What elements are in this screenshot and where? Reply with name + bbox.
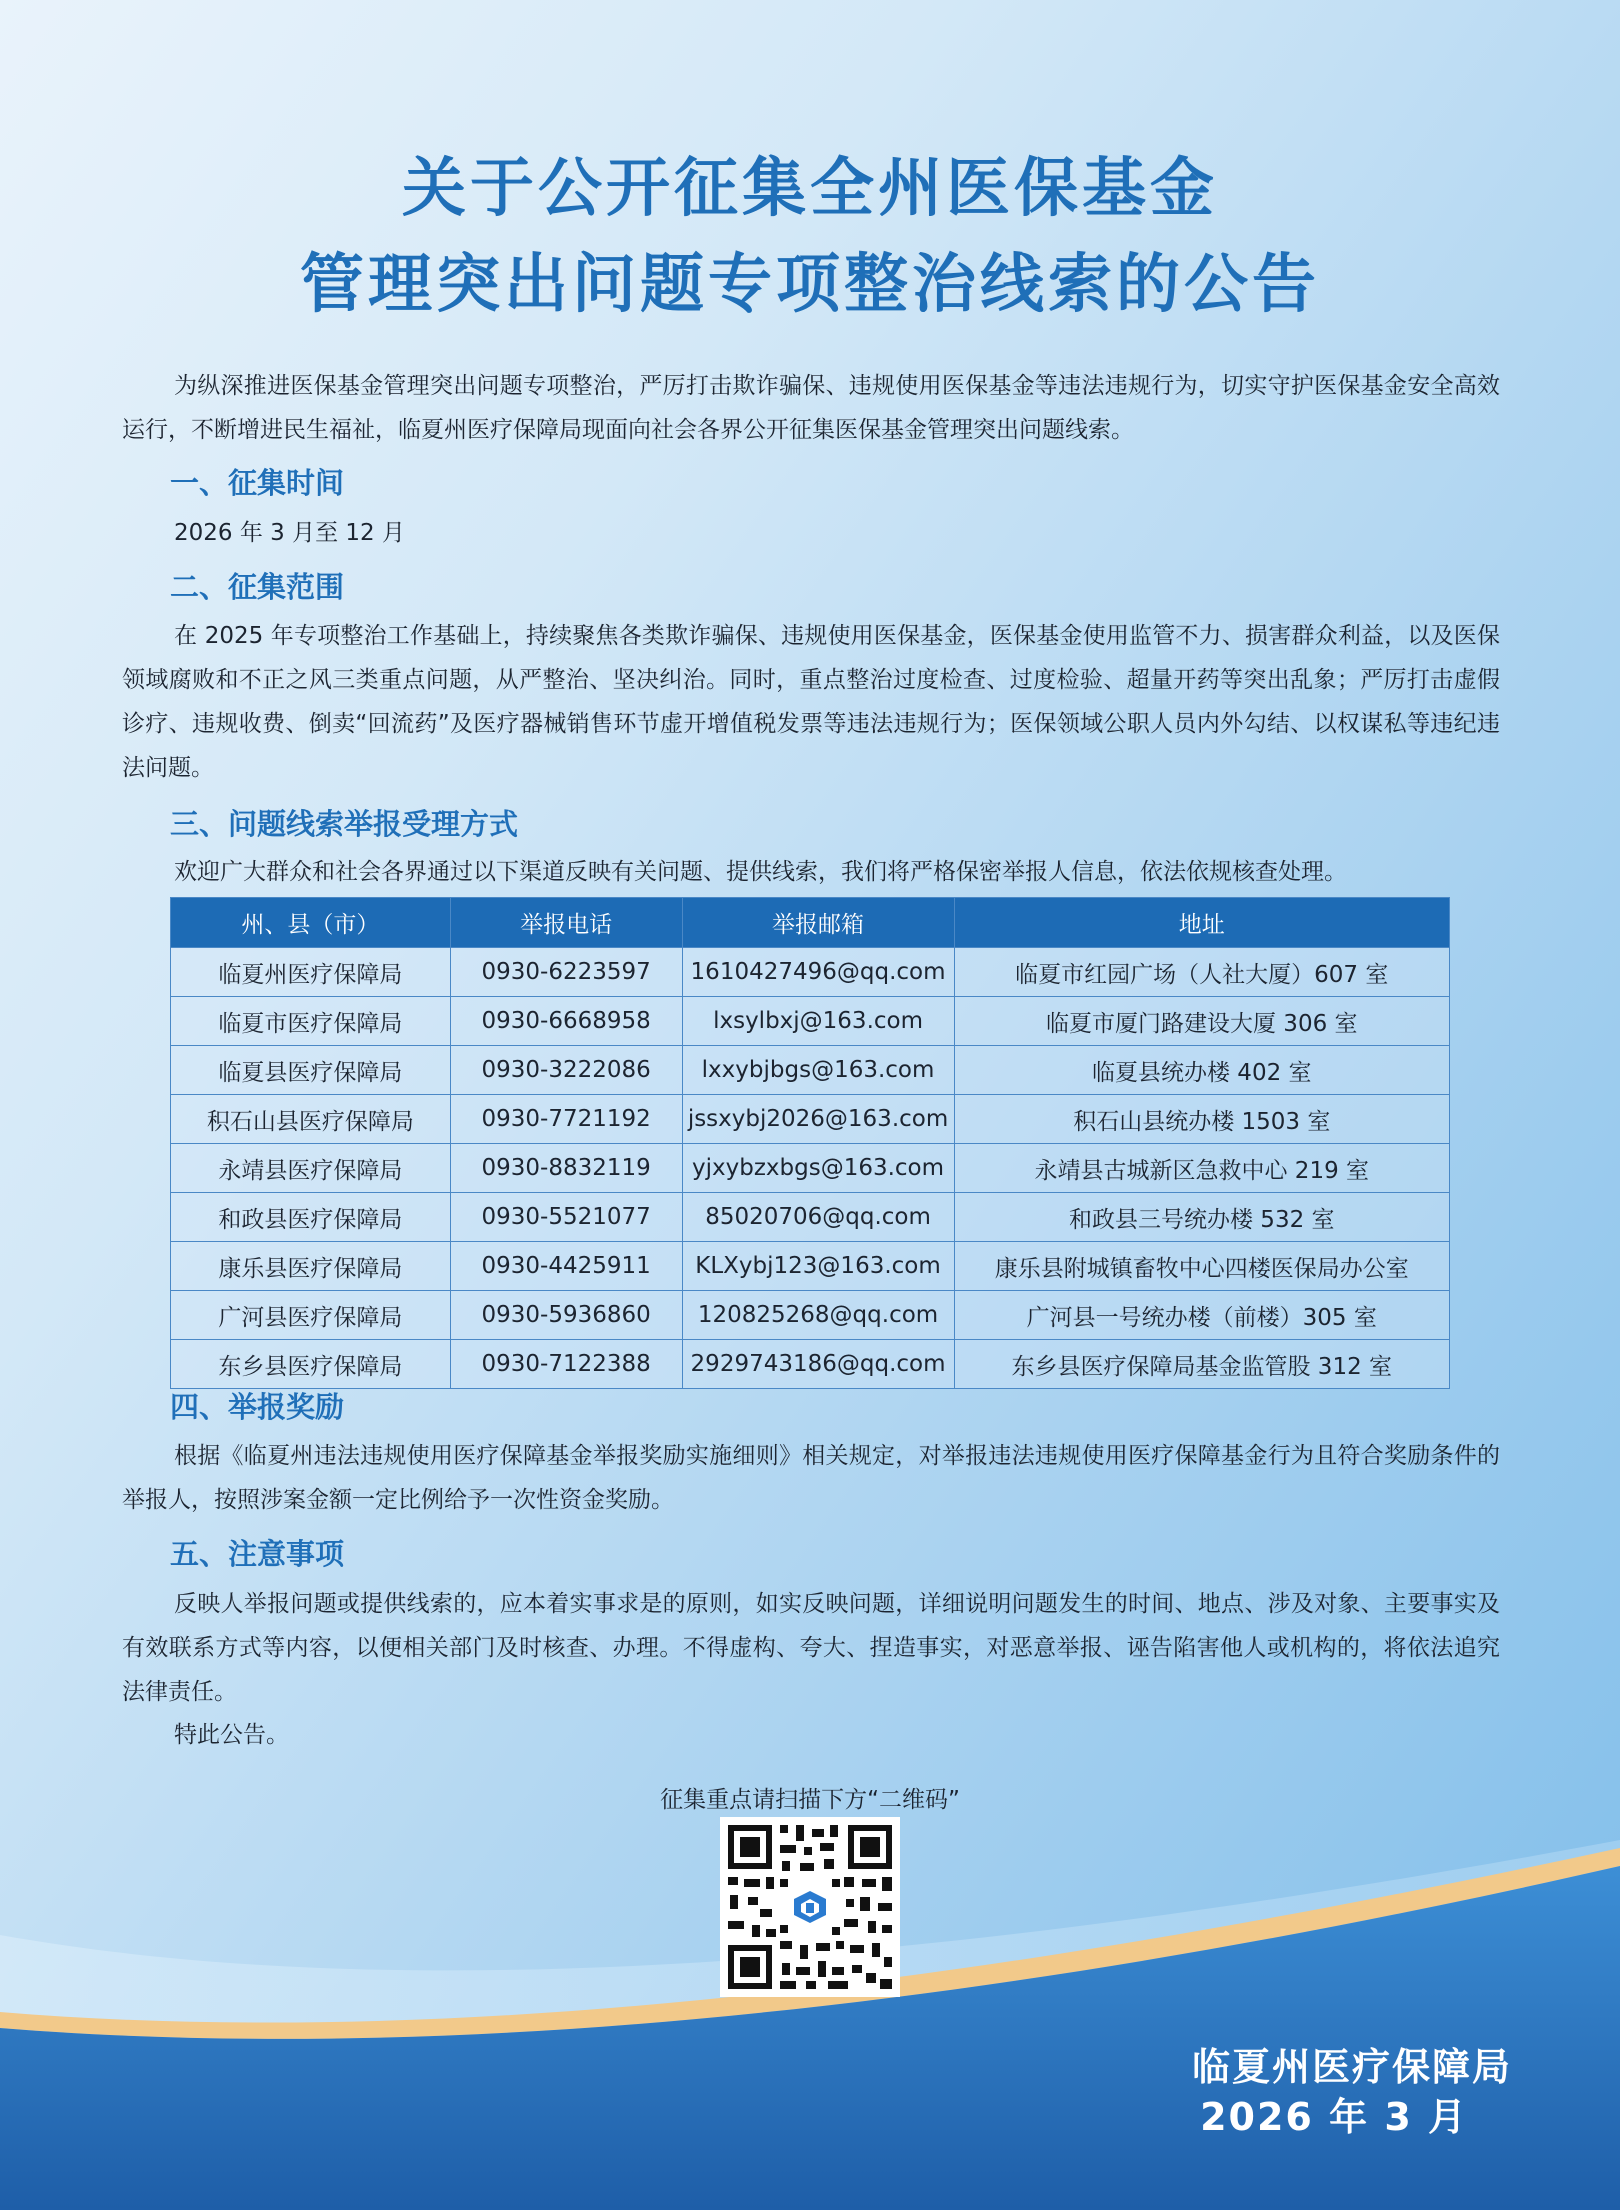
table-row [171, 997, 1450, 1046]
cell-phone: 0930-3222086 [450, 1046, 682, 1095]
qr-caption: 征集重点请扫描下方“二维码” [660, 1787, 960, 1813]
cell-email: 2929743186@qq.com [682, 1340, 954, 1389]
cell-phone: 0930-5936860 [450, 1291, 682, 1340]
table-row [171, 1046, 1450, 1095]
cell-address: 临夏市红园广场（人社大厦）607 室 [954, 948, 1449, 997]
intro-paragraph: 为纵深推进医保基金管理突出问题专项整治，严厉打击欺诈骗保、违规使用医保基金等违法违规行为，切实守护医保基金安全高效运行，不断增进民生福祉，临夏州医疗保障局现面向社会各界公开征集医保基金管理突出问题线索。 [122, 373, 1500, 443]
section-text-scope: 在 2025 年专项整治工作基础上，持续聚焦各类欺诈骗保、违规使用医保基金，医保基金使用监管不力、损害群众利益，以及医保领域腐败和不正之风三类重点问题，从严整治、坚决纠治。同时，重点整治过度检查、过度检验、超量开药等突出乱象；严厉打击虚假诊疗、违规收费、倒卖“回流药”及医疗器械销售环节虚开增值税发票等违法违规行为；医保领域公职人员内外勾结、以权谋私等违纪违法问题。 [122, 623, 1500, 781]
table-header-row [171, 898, 1450, 948]
table-row [171, 1340, 1450, 1389]
cell-region: 积石山县医疗保障局 [171, 1095, 451, 1144]
table-row [171, 1193, 1450, 1242]
section-text-time: 2026 年 3 月至 12 月 [174, 520, 405, 546]
cell-email: lxsylbxj@163.com [682, 997, 954, 1046]
section-text-reward: 根据《临夏州违法违规使用医疗保障基金举报奖励实施细则》相关规定，对举报违法违规使用医疗保障基金行为且符合奖励条件的举报人，按照涉案金额一定比例给予一次性资金奖励。 [122, 1443, 1500, 1513]
cell-address: 和政县三号统办楼 532 室 [954, 1193, 1449, 1242]
section-heading-notes: 五、注意事项 [170, 1537, 345, 1571]
qr-code[interactable] [720, 1817, 900, 1997]
cell-region: 和政县医疗保障局 [171, 1193, 451, 1242]
cell-email: lxxybjbgs@163.com [682, 1046, 954, 1095]
cell-region: 临夏县医疗保障局 [171, 1046, 451, 1095]
title-line-2: 管理突出问题专项整治线索的公告 [300, 248, 1320, 322]
cell-phone: 0930-4425911 [450, 1242, 682, 1291]
footer-org: 临夏州医疗保障局 [1191, 2045, 1512, 2089]
section-heading-reward: 四、举报奖励 [170, 1390, 345, 1424]
cell-address: 临夏县统办楼 402 室 [954, 1046, 1449, 1095]
footer-date: 2026 年 3 月 [1200, 2095, 1468, 2139]
title-line-1: 关于公开征集全州医保基金 [402, 152, 1218, 226]
cell-email: 120825268@qq.com [682, 1291, 954, 1340]
section-text-notes: 反映人举报问题或提供线索的，应本着实事求是的原则，如实反映问题，详细说明问题发生的时间、地点、涉及对象、主要事实及有效联系方式等内容，以便相关部门及时核查、办理。不得虚构、夸大、捏造事实，对恶意举报、诬告陷害他人或机构的，将依法追究法律责任。 [122, 1591, 1500, 1705]
cell-email: jssxybj2026@163.com [682, 1095, 954, 1144]
cell-phone: 0930-7721192 [450, 1095, 682, 1144]
section-heading-scope: 二、征集范围 [170, 570, 345, 604]
cell-phone: 0930-8832119 [450, 1144, 682, 1193]
table-row [171, 948, 1450, 997]
section-heading-channels: 三、问题线索举报受理方式 [170, 807, 519, 841]
cell-email: 85020706@qq.com [682, 1193, 954, 1242]
header-region: 州、县（市） [171, 898, 451, 948]
table-row [171, 1242, 1450, 1291]
cell-email: yjxybzxbgs@163.com [682, 1144, 954, 1193]
section-heading-time: 一、征集时间 [170, 466, 345, 500]
table-row [171, 1144, 1450, 1193]
cell-phone: 0930-5521077 [450, 1193, 682, 1242]
cell-address: 永靖县古城新区急救中心 219 室 [954, 1144, 1449, 1193]
cell-region: 临夏州医疗保障局 [171, 948, 451, 997]
cell-region: 永靖县医疗保障局 [171, 1144, 451, 1193]
table-row [171, 1291, 1450, 1340]
cell-phone: 0930-6223597 [450, 948, 682, 997]
cell-address: 积石山县统办楼 1503 室 [954, 1095, 1449, 1144]
closing-text: 特此公告。 [174, 1722, 289, 1748]
cell-region: 广河县医疗保障局 [171, 1291, 451, 1340]
cell-phone: 0930-7122388 [450, 1340, 682, 1389]
cell-region: 东乡县医疗保障局 [171, 1340, 451, 1389]
header-phone: 举报电话 [450, 898, 682, 948]
header-email: 举报邮箱 [682, 898, 954, 948]
cell-email: KLXybj123@163.com [682, 1242, 954, 1291]
cell-address: 广河县一号统办楼（前楼）305 室 [954, 1291, 1449, 1340]
cell-address: 临夏市厦门路建设大厦 306 室 [954, 997, 1449, 1046]
section-text-channels: 欢迎广大群众和社会各界通过以下渠道反映有关问题、提供线索，我们将严格保密举报人信息，依法依规核查处理。 [174, 859, 1347, 885]
header-address: 地址 [954, 898, 1449, 948]
cell-address: 东乡县医疗保障局基金监管股 312 室 [954, 1340, 1449, 1389]
cell-address: 康乐县附城镇畜牧中心四楼医保局办公室 [954, 1242, 1449, 1291]
cell-email: 1610427496@qq.com [682, 948, 954, 997]
cell-region: 康乐县医疗保障局 [171, 1242, 451, 1291]
contact-table [170, 897, 1450, 1389]
cell-region: 临夏市医疗保障局 [171, 997, 451, 1046]
cell-phone: 0930-6668958 [450, 997, 682, 1046]
table-row [171, 1095, 1450, 1144]
